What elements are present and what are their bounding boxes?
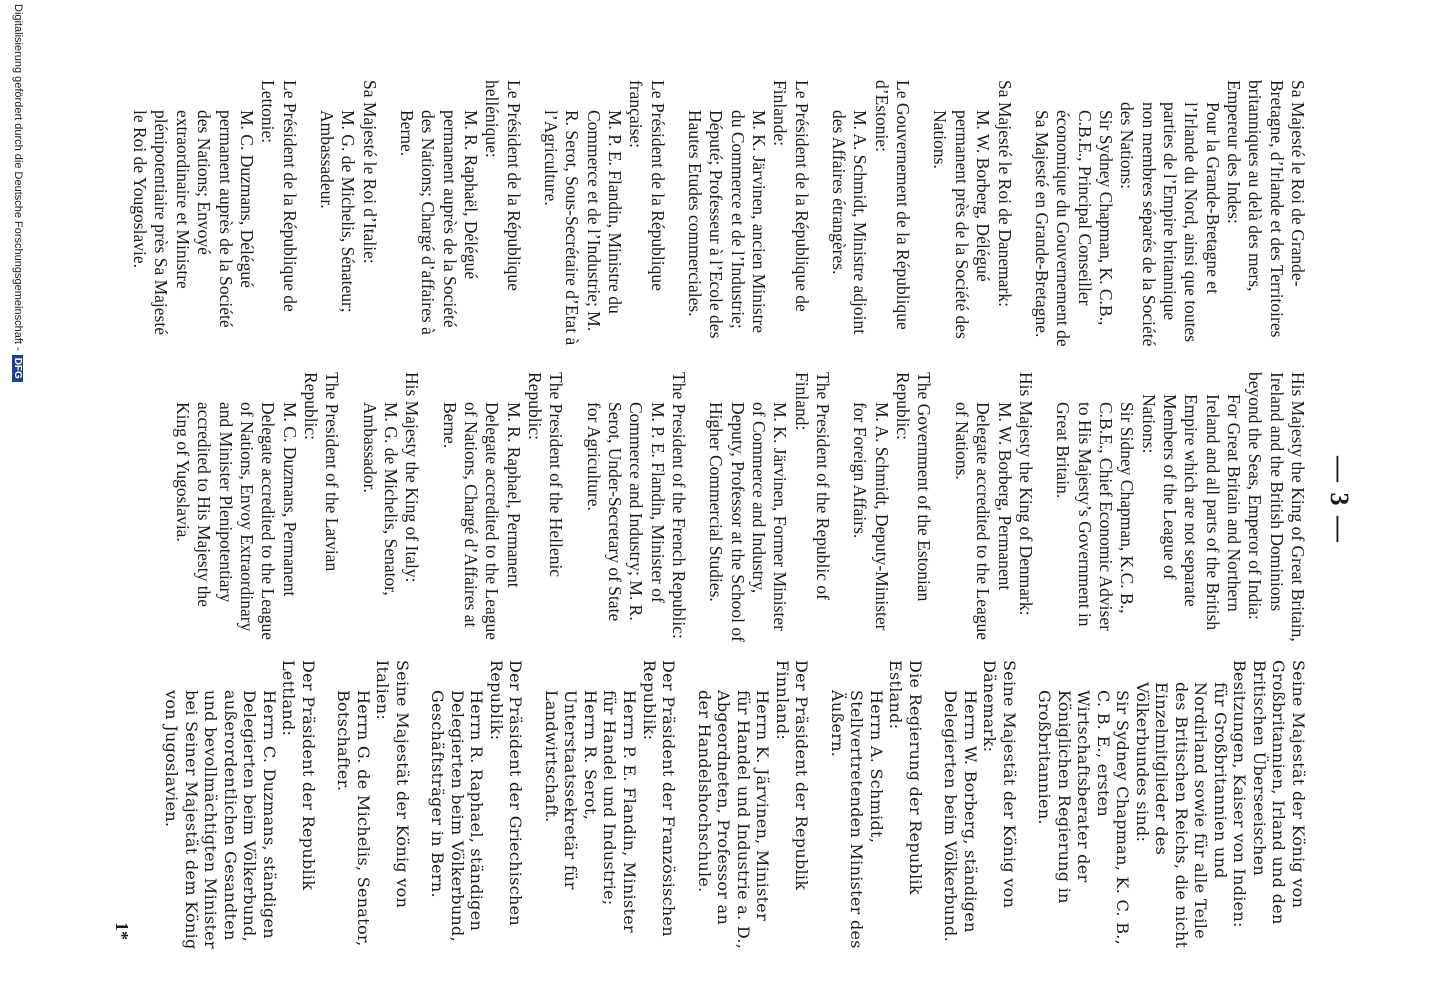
french-entry xyxy=(1031,80,1308,350)
french-entry xyxy=(396,80,524,350)
delegate-text: Herrn A. Schmidt, Stellvertretenden Minister des Äußern. xyxy=(827,690,886,949)
delegate-text: M. G. de Michelis, Sénateur; Ambassadeur. xyxy=(316,110,359,313)
party-heading: The President of the Latvian Republic: xyxy=(300,372,343,572)
delegate-text: Herrn G. de Michelis, Senator, Botschafter. xyxy=(334,690,373,947)
french-entry xyxy=(129,80,300,350)
delegate-text: M. C. Duzmans, Délégué permanent auprès de la Société des Nations; Envoyé extraordinaire et Ministre plénipotentiaire près Sa Majesté le Roi de Yougoslavie. xyxy=(130,110,257,335)
party-heading: The President of the Hellenic Republic: xyxy=(525,372,567,578)
german-column xyxy=(146,660,1308,950)
party-heading: Seine Majestät der König von Dänemark: xyxy=(980,660,1019,909)
german-entry xyxy=(941,660,1019,950)
party-heading: His Majesty the King of Denmark: xyxy=(1015,372,1036,616)
delegate-text: M. K. Järvinen, ancien Ministre du Commerce et de l’Industrie; Député; Professeur à l’Ecole des Hautes Etudes commerciales. xyxy=(685,110,770,339)
delegate-text: Herrn R. Raphael, ständigen Delegierten beim Völkerbund, Geschäftsträger in Bern. xyxy=(428,690,487,942)
party-heading: Le Gouvernement de la République d’Estonie: xyxy=(871,80,914,330)
delegate-text: Sir Sidney Chapman, K.C. B., C.B.E., Chief Economic Adviser to His Majesty’s Government in Great Britain. xyxy=(1053,402,1138,631)
english-entry xyxy=(172,372,343,642)
party-heading: Seine Majestät der König von Italien: xyxy=(373,660,412,909)
party-heading: Der Präsident der Französischen Republik: xyxy=(639,660,679,937)
delegate-text: M. A. Schmidt, Deputy-Minister for Foreign Affairs. xyxy=(850,402,892,631)
delegate-text: Herrn W. Borberg, ständigen Delegierten beim Völkerbund. xyxy=(941,690,980,942)
german-entry xyxy=(694,660,811,950)
dfg-logo: DFG xyxy=(12,355,23,382)
party-heading: Sa Majesté le Roi de Danemark: xyxy=(994,80,1015,307)
party-heading: Sa Majesté le Roi de Grande-Bretagne, d’Irlande et des Territoires britanniques au delà des mers, Empereur des Indes: xyxy=(1223,80,1308,338)
english-entry xyxy=(582,372,689,642)
french-entry xyxy=(316,80,380,350)
delegate-text: M. W. Borberg, Délégué permanent près de la Société des Nations. xyxy=(930,110,994,339)
territory-clause: For Great Britain and Northern Ireland and all parts of the British Empire which are not separate Members of the League of Nations: xyxy=(1138,394,1244,631)
party-heading: Der Präsident der Griechischen Republik: xyxy=(486,660,526,926)
delegate-text: M. K. Järvinen, Former Minister of Commerce and Industry, Deputy, Professor at the School of Higher Commercial Studies. xyxy=(706,402,791,642)
french-column xyxy=(113,80,1308,350)
digitization-text: Digitalisierung gefördert durch die Deutsche Forschungsgemeinschaft - xyxy=(12,4,24,351)
english-entry xyxy=(849,372,934,642)
french-entry xyxy=(540,80,668,350)
english-entry xyxy=(358,372,422,642)
delegate-text: M. R. Raphaël, Délégué permanent auprès de la Société des Nations; Chargé d’affaires à Berne. xyxy=(396,110,481,335)
party-heading: Le Président de la République française: xyxy=(626,80,668,291)
delegate-text: M. P. E. Flandin, Minister of Commerce and Industry; M. R. Serot, Under-Secretary of State for Agriculture. xyxy=(583,402,668,622)
english-entry xyxy=(1052,372,1308,642)
german-entry xyxy=(162,660,318,950)
party-heading: His Majesty the King of Italy: xyxy=(402,372,423,583)
delegate-text: M. A. Schmidt, Ministre adjoint des Affaires étrangères. xyxy=(829,110,871,335)
party-heading: Seine Majestät der König von Großbritannien, Irland und den Britischen Überseeischen Besitzungen, Kaiser von Indien: xyxy=(1230,660,1308,928)
english-column xyxy=(156,372,1309,642)
page-number: — 3 — xyxy=(1325,456,1354,544)
german-entry xyxy=(428,660,526,950)
party-heading: The President of the Republic of Finland: xyxy=(791,372,834,600)
delegate-text: M. G. de Michelis, Senator, Ambassador. xyxy=(359,402,401,596)
english-entry xyxy=(705,372,833,642)
party-heading: Le Président de la République de Finlande: xyxy=(770,80,812,312)
german-entry xyxy=(827,660,925,950)
delegate-text: M. P. E. Flandin, Ministre du Commerce et de l’Industrie; M. R. Serot, Sous-Secrétaire d’Etat à l’Agriculture. xyxy=(541,110,626,346)
party-heading: His Majesty the King of Great Britain, Ireland and the British Dominions beyond the Seas, Emperor of India: xyxy=(1245,372,1308,642)
digitization-note xyxy=(12,0,24,1004)
german-entry xyxy=(541,660,678,950)
party-heading: Die Regierung der Republik Estland: xyxy=(886,660,925,895)
delegate-text: M. C. Duzmans, Permanent Delegate accredited to the League of Nations, Envoy Extraordinary and Minister Plenipotentiary accredited to His Majesty the King of Yugoslavia. xyxy=(172,402,300,641)
delegate-text: Herrn P. E. Flandin, Minister für Handel und Industrie; Herrn R. Serot, Unterstaatssekretär für Landwirtschaft. xyxy=(541,690,640,933)
german-entry xyxy=(334,660,412,950)
party-heading: The Government of the Estonian Republic: xyxy=(893,372,935,602)
delegate-text: Herrn C. Duzmans, ständigen Delegierten beim Völkerbund, außerordentlichen Gesandten und bevollmächtigten Minister bei Seiner Majestät dem König von Jugoslavien. xyxy=(162,690,279,950)
delegate-text: Sir Sydney Chapman, K. C. B., C. B. E., ersten Wirtschaftsberater der Königlichen Regierung in Großbritannien. xyxy=(1035,690,1133,946)
french-entry xyxy=(929,80,1014,350)
signature-mark: 1* xyxy=(112,922,132,940)
party-heading: Le Président de la République de Lettonie: xyxy=(258,80,300,312)
delegate-text: Sir Sydney Chapman, K. C.B., C.B.E., Principal Conseiller économique du Gouvernement de Sa Majesté en Grande-Bretagne. xyxy=(1031,110,1116,347)
delegate-text: Herrn K. Järvinen, Minister für Handel und Industrie a. D., Abgeordneten, Professor an der Handelshochschule. xyxy=(694,690,773,950)
french-entry xyxy=(684,80,812,350)
party-heading: Sa Majesté le Roi d’Italie: xyxy=(359,80,380,264)
delegate-text: M. R. Raphael, Permanent Delegate accredited to the League of Nations, Chargé d’Affaires at Berne. xyxy=(439,402,524,641)
party-heading: Le Président de la République hellénique: xyxy=(482,80,524,291)
party-heading: The President of the French Republic: xyxy=(669,372,690,639)
delegate-text: M. W. Borberg, Permanent Delegate accredited to the League of Nations. xyxy=(951,402,1015,641)
territory-clause: Pour la Grande-Bretagne et l’Irlande du Nord, ainsi que toutes parties de l’Empire britannique non membres séparés de la Société des Nations: xyxy=(1117,102,1223,347)
english-entry xyxy=(438,372,566,642)
party-heading: Der Präsident der Republik Finnland: xyxy=(772,660,812,891)
party-heading: Der Präsident der Republik Lettland: xyxy=(279,660,318,891)
french-entry xyxy=(828,80,913,350)
german-entry xyxy=(1035,660,1308,950)
territory-clause: für Großbritannien und Nordirland sowie für alle Teile des Britischen Reichs, die nicht Einzelmitglieder des Völkerbundes sind: xyxy=(1132,682,1230,949)
english-entry xyxy=(951,372,1036,642)
